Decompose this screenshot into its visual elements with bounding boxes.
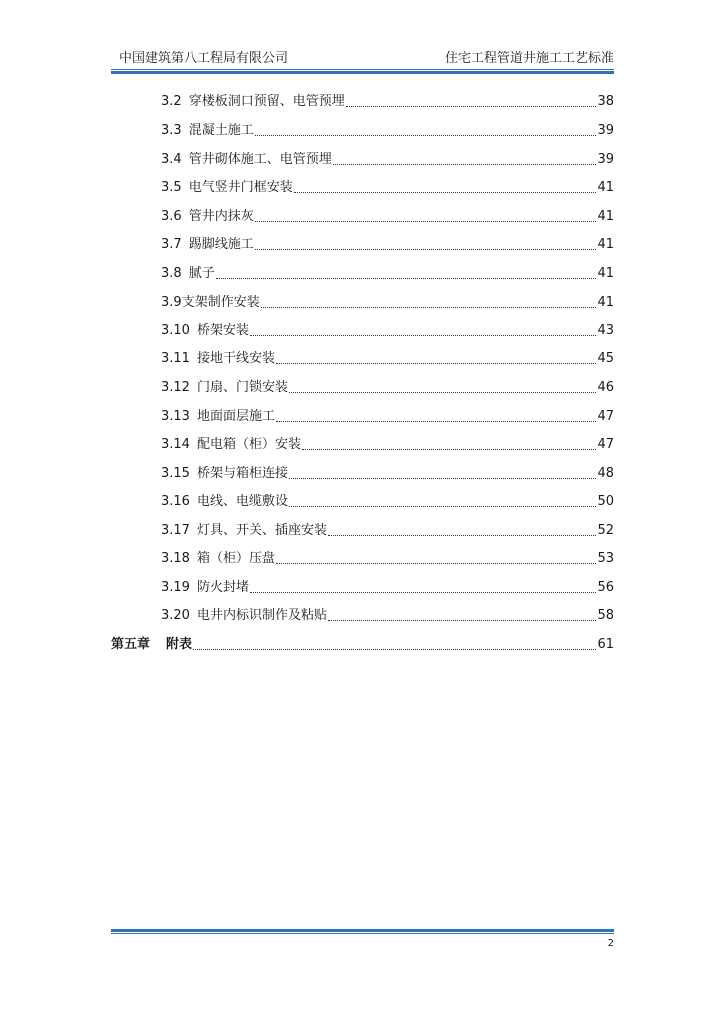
- toc-entry-number: 3.20: [161, 608, 190, 623]
- toc-chapter-title: 附表: [166, 637, 193, 652]
- toc-leader-dots: [276, 562, 596, 564]
- footer-rule-thin: [111, 933, 614, 934]
- toc-entry-number: 3.14: [161, 437, 190, 452]
- toc-entry-3-13[interactable]: [161, 408, 614, 426]
- toc-entry-page: 39: [597, 123, 614, 138]
- toc-leader-dots: [294, 191, 597, 193]
- toc-leader-dots: [276, 362, 596, 364]
- toc-entry-title: 箱（柜）压盘: [196, 551, 275, 566]
- toc-entry-3-12[interactable]: [161, 379, 614, 397]
- page-number: 2: [607, 938, 614, 949]
- toc-entry-page: 58: [597, 608, 614, 623]
- toc-entry-page: 46: [597, 380, 614, 395]
- toc-entry-3-7[interactable]: [161, 236, 614, 254]
- toc-entry-title: 支架制作安装: [181, 295, 260, 310]
- footer-rule-thick: [111, 929, 614, 932]
- toc-leader-dots: [328, 619, 596, 621]
- toc-entry-number: 3.12: [161, 380, 190, 395]
- toc-entry-number: 3.13: [161, 409, 190, 424]
- toc-entry-number: 3.16: [161, 494, 190, 509]
- toc-leader-dots: [346, 105, 597, 107]
- toc-leader-dots: [276, 420, 596, 422]
- toc-leader-dots: [302, 448, 596, 450]
- toc-entry-3-3[interactable]: [161, 122, 614, 140]
- header-rule-thick: [111, 71, 614, 74]
- toc-entry-page: 43: [597, 323, 614, 338]
- toc-leader-dots: [250, 334, 596, 336]
- toc-leader-dots: [255, 134, 597, 136]
- toc-entry-title: 电气竖井门框安装: [188, 180, 293, 195]
- toc-entry-title: 混凝土施工: [188, 123, 254, 138]
- toc-entry-title: 腻子: [188, 266, 215, 281]
- header-company-name: 中国建筑第八工程局有限公司: [119, 51, 289, 66]
- toc-entry-page: 38: [597, 94, 614, 109]
- toc-entry-number: 3.11: [161, 351, 190, 366]
- toc-entry-page: 47: [597, 437, 614, 452]
- toc-leader-dots: [193, 648, 596, 650]
- toc-entry-title: 管井砌体施工、电管预埋: [188, 152, 332, 167]
- toc-entry-number: 3.6: [161, 209, 182, 224]
- toc-entry-title: 穿楼板洞口预留、电管预埋: [188, 94, 345, 109]
- toc-entry-number: 3.4: [161, 152, 182, 167]
- toc-entry-page: 39: [597, 152, 614, 167]
- toc-entry-page: 41: [597, 295, 614, 310]
- toc-entry-number: 3.19: [161, 580, 190, 595]
- toc-leader-dots: [289, 391, 596, 393]
- toc-entry-3-20[interactable]: [161, 607, 614, 625]
- toc-leader-dots: [328, 534, 596, 536]
- toc-entry-page: 50: [597, 494, 614, 509]
- toc-entry-title: 电线、电缆敷设: [196, 494, 288, 509]
- toc-entry-page: 53: [597, 551, 614, 566]
- toc-entry-title: 桥架与箱柜连接: [196, 466, 288, 481]
- toc-entry-title: 接地干线安装: [196, 351, 275, 366]
- toc-entry-page: 45: [597, 351, 614, 366]
- toc-entry-3-17[interactable]: [161, 522, 614, 540]
- toc-entry-title: 电井内标识制作及粘贴: [196, 608, 327, 623]
- header-rule-thin: [111, 69, 614, 70]
- toc-entry-page: 41: [597, 237, 614, 252]
- toc-entry-3-15[interactable]: [161, 465, 614, 483]
- toc-entry-3-4[interactable]: [161, 151, 614, 169]
- toc-entry-3-19[interactable]: [161, 579, 614, 597]
- toc-entry-title: 防火封堵: [196, 580, 249, 595]
- toc-entry-3-6[interactable]: [161, 208, 614, 226]
- toc-entry-page: 41: [597, 266, 614, 281]
- toc-entry-title: 踢脚线施工: [188, 237, 254, 252]
- page-header: [111, 50, 614, 70]
- toc-leader-dots: [289, 505, 596, 507]
- toc-entry-number: 3.3: [161, 123, 182, 138]
- toc-entry-3-9[interactable]: [161, 294, 614, 312]
- toc-entry-page: 48: [597, 466, 614, 481]
- toc-entry-page: 41: [597, 209, 614, 224]
- toc-entry-title: 门扇、门锁安装: [196, 380, 288, 395]
- toc-entry-number: 3.7: [161, 237, 182, 252]
- toc-entry-number: 3.17: [161, 523, 190, 538]
- header-document-title: 住宅工程管道井施工工艺标准: [444, 51, 614, 66]
- toc-entry-title: 桥架安装: [196, 323, 249, 338]
- toc-entry-3-8[interactable]: [161, 265, 614, 283]
- toc-entry-3-2[interactable]: [161, 93, 614, 111]
- toc-leader-dots: [250, 591, 596, 593]
- toc-entry-number: 3.8: [161, 266, 182, 281]
- toc-entry-number: 3.9: [161, 295, 182, 310]
- toc-chapter-page: 61: [597, 637, 614, 652]
- toc-leader-dots: [333, 163, 597, 165]
- toc-leader-dots: [255, 248, 597, 250]
- toc-leader-dots: [261, 306, 597, 308]
- toc-entry-page: 47: [597, 409, 614, 424]
- toc-entry-3-5[interactable]: [161, 179, 614, 197]
- toc-entry-page: 56: [597, 580, 614, 595]
- toc-entry-number: 3.5: [161, 180, 182, 195]
- toc-entry-title: 配电箱（柜）安装: [196, 437, 301, 452]
- toc-entry-title: 灯具、开关、插座安装: [196, 523, 327, 538]
- toc-entry-title: 管井内抹灰: [188, 209, 254, 224]
- toc-leader-dots: [216, 277, 597, 279]
- toc-entry-title: 地面面层施工: [196, 409, 275, 424]
- toc-chapter-number: 第五章: [111, 637, 151, 652]
- toc-leader-dots: [255, 220, 597, 222]
- toc-entry-number: 3.15: [161, 466, 190, 481]
- toc-entry-page: 52: [597, 523, 614, 538]
- toc-entry-3-18[interactable]: [161, 550, 614, 568]
- toc-leader-dots: [289, 477, 596, 479]
- toc-entry-3-14[interactable]: [161, 436, 614, 454]
- toc-entry-3-11[interactable]: [161, 350, 614, 368]
- toc-entry-page: 41: [597, 180, 614, 195]
- toc-entry-number: 3.2: [161, 94, 182, 109]
- toc-entry-3-16[interactable]: [161, 493, 614, 511]
- toc-entry-3-10[interactable]: [161, 322, 614, 340]
- toc-entry-number: 3.18: [161, 551, 190, 566]
- toc-entry-chapter-5[interactable]: [111, 636, 614, 654]
- toc-entry-number: 3.10: [161, 323, 190, 338]
